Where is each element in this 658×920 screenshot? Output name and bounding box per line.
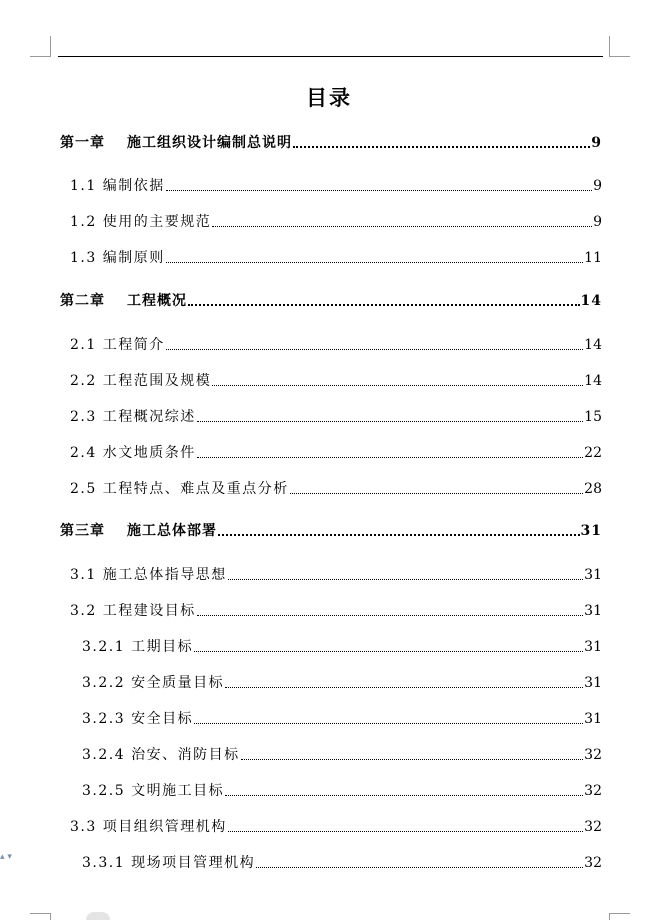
- toc-subsection-3-2-4[interactable]: [82, 742, 602, 764]
- dot-leader: [166, 190, 592, 191]
- dot-leader: [290, 493, 583, 494]
- toc-section-2-1[interactable]: [70, 332, 602, 354]
- dot-leader: [188, 304, 580, 306]
- toc-section-2-2[interactable]: [70, 368, 602, 390]
- toc-subsection-3-2-3[interactable]: [82, 706, 602, 728]
- dot-leader: [166, 262, 583, 263]
- toc-section-3-2[interactable]: [70, 598, 602, 620]
- toc-subsection-3-3-1[interactable]: [82, 850, 602, 872]
- subsection-title: 3.2.4 治安、消防目标: [82, 747, 240, 763]
- toc-section-2-3[interactable]: [70, 404, 602, 426]
- subsection-title: 3.2.1 工期目标: [82, 639, 194, 655]
- chapter-title: 施工总体部署: [127, 523, 217, 539]
- side-marker-icon[interactable]: ▴ ▾: [0, 852, 12, 862]
- subsection-title: 3.2.3 安全目标: [82, 711, 194, 727]
- page-number: 22: [584, 445, 602, 461]
- chapter-title: 施工组织设计编制总说明: [127, 135, 292, 151]
- page-number: 11: [584, 250, 602, 266]
- section-title: 3.2 工程建设目标: [70, 603, 196, 619]
- toc-section-3-1[interactable]: [70, 562, 602, 584]
- page-number: 14: [584, 373, 602, 389]
- dot-leader: [212, 385, 583, 386]
- page-number: 31: [584, 711, 602, 727]
- page-corner-mark-top-right: [609, 36, 630, 57]
- dot-leader: [212, 226, 592, 227]
- page-number: 14: [584, 337, 602, 353]
- section-title: 1.2 使用的主要规范: [70, 214, 212, 230]
- page-number: 32: [584, 855, 602, 871]
- section-title: 2.4 水文地质条件: [70, 445, 196, 461]
- page-corner-mark-bottom-right: [609, 913, 630, 920]
- page-number: 31: [584, 567, 602, 583]
- dot-leader: [241, 759, 584, 760]
- section-title: 2.5 工程特点、难点及重点分析: [70, 481, 289, 497]
- section-title: 1.1 编制依据: [70, 178, 165, 194]
- page-number: 14: [580, 293, 602, 309]
- toc-subsection-3-2-5[interactable]: [82, 778, 602, 800]
- dot-leader: [225, 687, 583, 688]
- toc-chapter-1[interactable]: [60, 130, 602, 152]
- dot-leader: [197, 457, 583, 458]
- page-number: 32: [584, 747, 602, 763]
- section-title: 3.3 项目组织管理机构: [70, 819, 227, 835]
- chapter-number: 第二章: [60, 293, 105, 309]
- page-number: 32: [584, 783, 602, 799]
- toc-section-2-5[interactable]: [70, 476, 602, 498]
- page-number: 28: [584, 481, 602, 497]
- page-corner-mark-bottom-left: [30, 913, 51, 920]
- page-corner-mark-top-left: [30, 36, 51, 57]
- toc-subsection-3-2-1[interactable]: [82, 634, 602, 656]
- page-number: 9: [593, 214, 602, 230]
- page-number: 31: [584, 639, 602, 655]
- page-number: 15: [584, 409, 602, 425]
- toc-section-2-4[interactable]: [70, 440, 602, 462]
- section-title: 2.2 工程范围及规模: [70, 373, 212, 389]
- section-title: 2.3 工程概况综述: [70, 409, 196, 425]
- page-number: 31: [584, 675, 602, 691]
- page-edge-decoration: [86, 912, 110, 920]
- dot-leader: [194, 651, 583, 652]
- dot-leader: [194, 723, 583, 724]
- dot-leader: [293, 146, 590, 148]
- dot-leader: [225, 795, 583, 796]
- dot-leader: [256, 867, 583, 868]
- page-number: 9: [593, 178, 602, 194]
- dot-leader: [197, 421, 583, 422]
- subsection-title: 3.3.1 现场项目管理机构: [82, 855, 256, 871]
- chapter-title: 工程概况: [127, 293, 187, 309]
- page-number: 32: [584, 819, 602, 835]
- toc-section-3-3[interactable]: [70, 814, 602, 836]
- dot-leader: [218, 534, 580, 536]
- dot-leader: [228, 579, 583, 580]
- toc-section-1-3[interactable]: [70, 245, 602, 267]
- toc-title: 目录: [306, 86, 352, 110]
- toc-section-1-1[interactable]: [70, 173, 602, 195]
- section-title: 2.1 工程简介: [70, 337, 165, 353]
- dot-leader: [197, 615, 583, 616]
- subsection-title: 3.2.2 安全质量目标: [82, 675, 225, 691]
- dot-leader: [228, 831, 583, 832]
- chapter-number: 第三章: [60, 523, 105, 539]
- page-number: 31: [584, 603, 602, 619]
- toc-section-1-2[interactable]: [70, 209, 602, 231]
- header-rule: [58, 56, 603, 57]
- chapter-number: 第一章: [60, 135, 105, 151]
- dot-leader: [166, 349, 583, 350]
- page-number: 9: [591, 135, 602, 151]
- section-title: 1.3 编制原则: [70, 250, 165, 266]
- toc-chapter-3[interactable]: [60, 518, 602, 540]
- toc-chapter-2[interactable]: [60, 288, 602, 310]
- subsection-title: 3.2.5 文明施工目标: [82, 783, 225, 799]
- page-number: 31: [580, 523, 602, 539]
- section-title: 3.1 施工总体指导思想: [70, 567, 227, 583]
- toc-subsection-3-2-2[interactable]: [82, 670, 602, 692]
